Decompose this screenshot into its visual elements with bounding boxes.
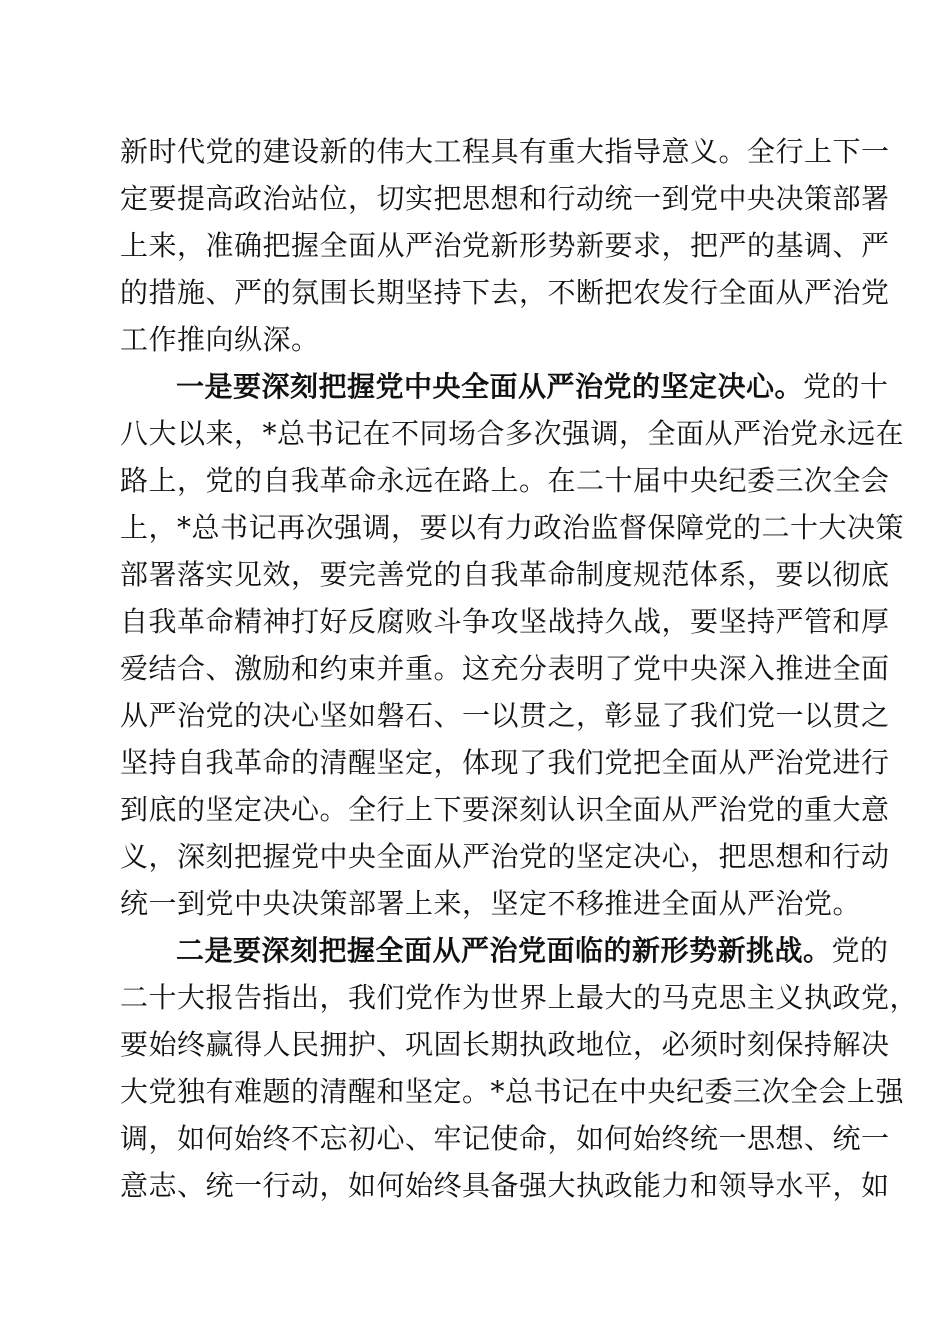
paragraph-1-line: 新时代党的建设新的伟大工程具有重大指导意义。全行上下一 — [120, 135, 890, 168]
paragraph-1-line: 定要提高政治站位，切实把思想和行动统一到党中央决策部署 — [120, 182, 890, 215]
paragraph-2-first-line-rest: 党的十 — [803, 370, 889, 403]
paragraph-2-line: 坚持自我革命的清醒坚定，体现了我们党把全面从严治党进行 — [120, 746, 890, 779]
paragraph-2-first-line — [120, 363, 889, 410]
paragraph-2-line: 统一到党中央决策部署上来，坚定不移推进全面从严治党。 — [120, 887, 862, 920]
paragraph-3-line: 要始终赢得人民拥护、巩固长期执政地位，必须时刻保持解决 — [120, 1028, 890, 1061]
paragraph-2-line: 路上，党的自我革命永远在路上。在二十届中央纪委三次全会 — [120, 464, 890, 497]
paragraph-3-first-line-rest: 党的 — [831, 934, 889, 967]
paragraph-2-line: 自我革命精神打好反腐败斗争攻坚战持久战，要坚持严管和厚 — [120, 605, 890, 638]
paragraph-2-heading: 一是要深刻把握党中央全面从严治党的坚定决心。 — [176, 370, 804, 403]
paragraph-3-line: 二十大报告指出，我们党作为世界上最大的马克思主义执政党， — [120, 981, 919, 1014]
paragraph-3-line: 大党独有难题的清醒和坚定。*总书记在中央纪委三次全会上强 — [120, 1075, 905, 1108]
paragraph-1-line: 上来，准确把握全面从严治党新形势新要求，把严的基调、严 — [120, 229, 890, 262]
document-body — [120, 128, 919, 1209]
paragraph-3-first-line — [120, 927, 889, 974]
paragraph-2-line: 上，*总书记再次强调，要以有力政治监督保障党的二十大决策 — [120, 511, 905, 544]
paragraph-3-line: 意志、统一行动，如何始终具备强大执政能力和领导水平，如 — [120, 1169, 890, 1202]
paragraph-1-line: 的措施、严的氛围长期坚持下去，不断把农发行全面从严治党 — [120, 276, 890, 309]
paragraph-2-line: 到底的坚定决心。全行上下要深刻认识全面从严治党的重大意 — [120, 793, 890, 826]
paragraph-2-line: 八大以来，*总书记在不同场合多次强调，全面从严治党永远在 — [120, 417, 905, 450]
paragraph-2-line: 爱结合、激励和约束并重。这充分表明了党中央深入推进全面 — [120, 652, 890, 685]
paragraph-3-line: 调，如何始终不忘初心、牢记使命，如何始终统一思想、统一 — [120, 1122, 890, 1155]
paragraph-3-heading: 二是要深刻把握全面从严治党面临的新形势新挑战。 — [176, 934, 832, 967]
paragraph-2-line: 义，深刻把握党中央全面从严治党的坚定决心，把思想和行动 — [120, 840, 890, 873]
paragraph-1-line: 工作推向纵深。 — [120, 323, 320, 356]
paragraph-2-line: 从严治党的决心坚如磐石、一以贯之，彰显了我们党一以贯之 — [120, 699, 890, 732]
paragraph-2-line: 部署落实见效，要完善党的自我革命制度规范体系，要以彻底 — [120, 558, 890, 591]
